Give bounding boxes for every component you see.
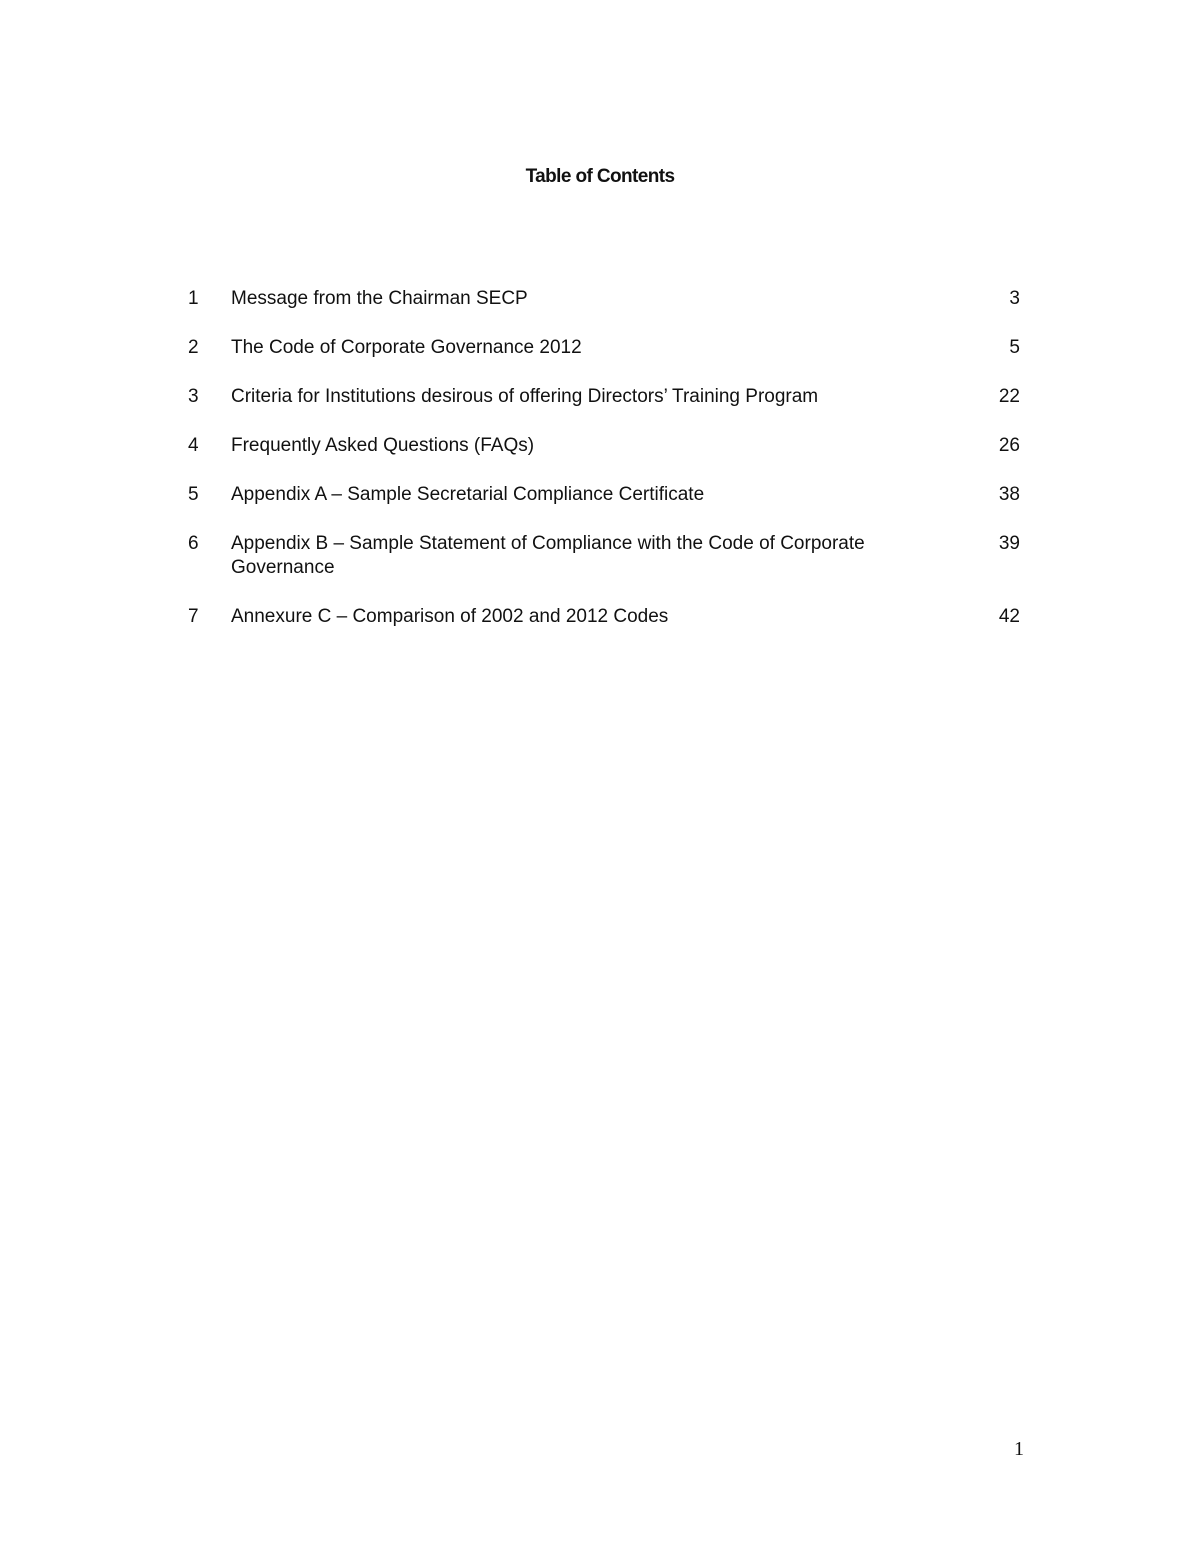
toc-entry-number: 6 (188, 533, 199, 554)
toc-entry-number: 3 (188, 386, 199, 407)
toc-entry-page: 38 (998, 484, 1020, 505)
toc-entry[interactable] (188, 605, 1020, 629)
toc-entry-page: 3 (1009, 288, 1020, 309)
toc-entry-text: Annexure C – Comparison of 2002 and 2012 Codes (231, 606, 669, 627)
toc-entry-page: 5 (1009, 337, 1020, 358)
page-title: Table of Contents (525, 166, 675, 187)
toc-entry[interactable] (188, 483, 1020, 507)
toc-entry[interactable] (188, 385, 1020, 409)
toc-entry[interactable] (188, 434, 1020, 458)
toc-entry[interactable] (188, 287, 1020, 311)
toc-entry-text: Appendix A – Sample Secretarial Compliance Certificate (231, 484, 705, 505)
toc-entry-text: The Code of Corporate Governance 2012 (231, 337, 582, 358)
toc-entry-text: Criteria for Institutions desirous of offering Directors’ Training Program (231, 386, 819, 407)
toc-entry-text: Appendix B – Sample Statement of Compliance with the Code of Corporate Governance (231, 533, 865, 578)
toc-entry[interactable] (188, 532, 1020, 580)
toc-entry-page: 39 (998, 533, 1020, 554)
toc-entry-number: 4 (188, 435, 199, 456)
page-number: 1 (1014, 1438, 1024, 1460)
toc-entry-text: Frequently Asked Questions (FAQs) (231, 435, 535, 456)
toc-entry-number: 1 (188, 288, 199, 309)
toc-entry-number: 5 (188, 484, 199, 505)
toc-entry-number: 7 (188, 606, 199, 627)
toc-entry-page: 42 (998, 606, 1020, 627)
toc-entry-number: 2 (188, 337, 199, 358)
toc-entry[interactable] (188, 336, 1020, 360)
toc-list (188, 287, 1020, 654)
toc-entry-page: 26 (998, 435, 1020, 456)
toc-entry-text: Message from the Chairman SECP (231, 288, 528, 309)
toc-entry-page: 22 (998, 386, 1020, 407)
